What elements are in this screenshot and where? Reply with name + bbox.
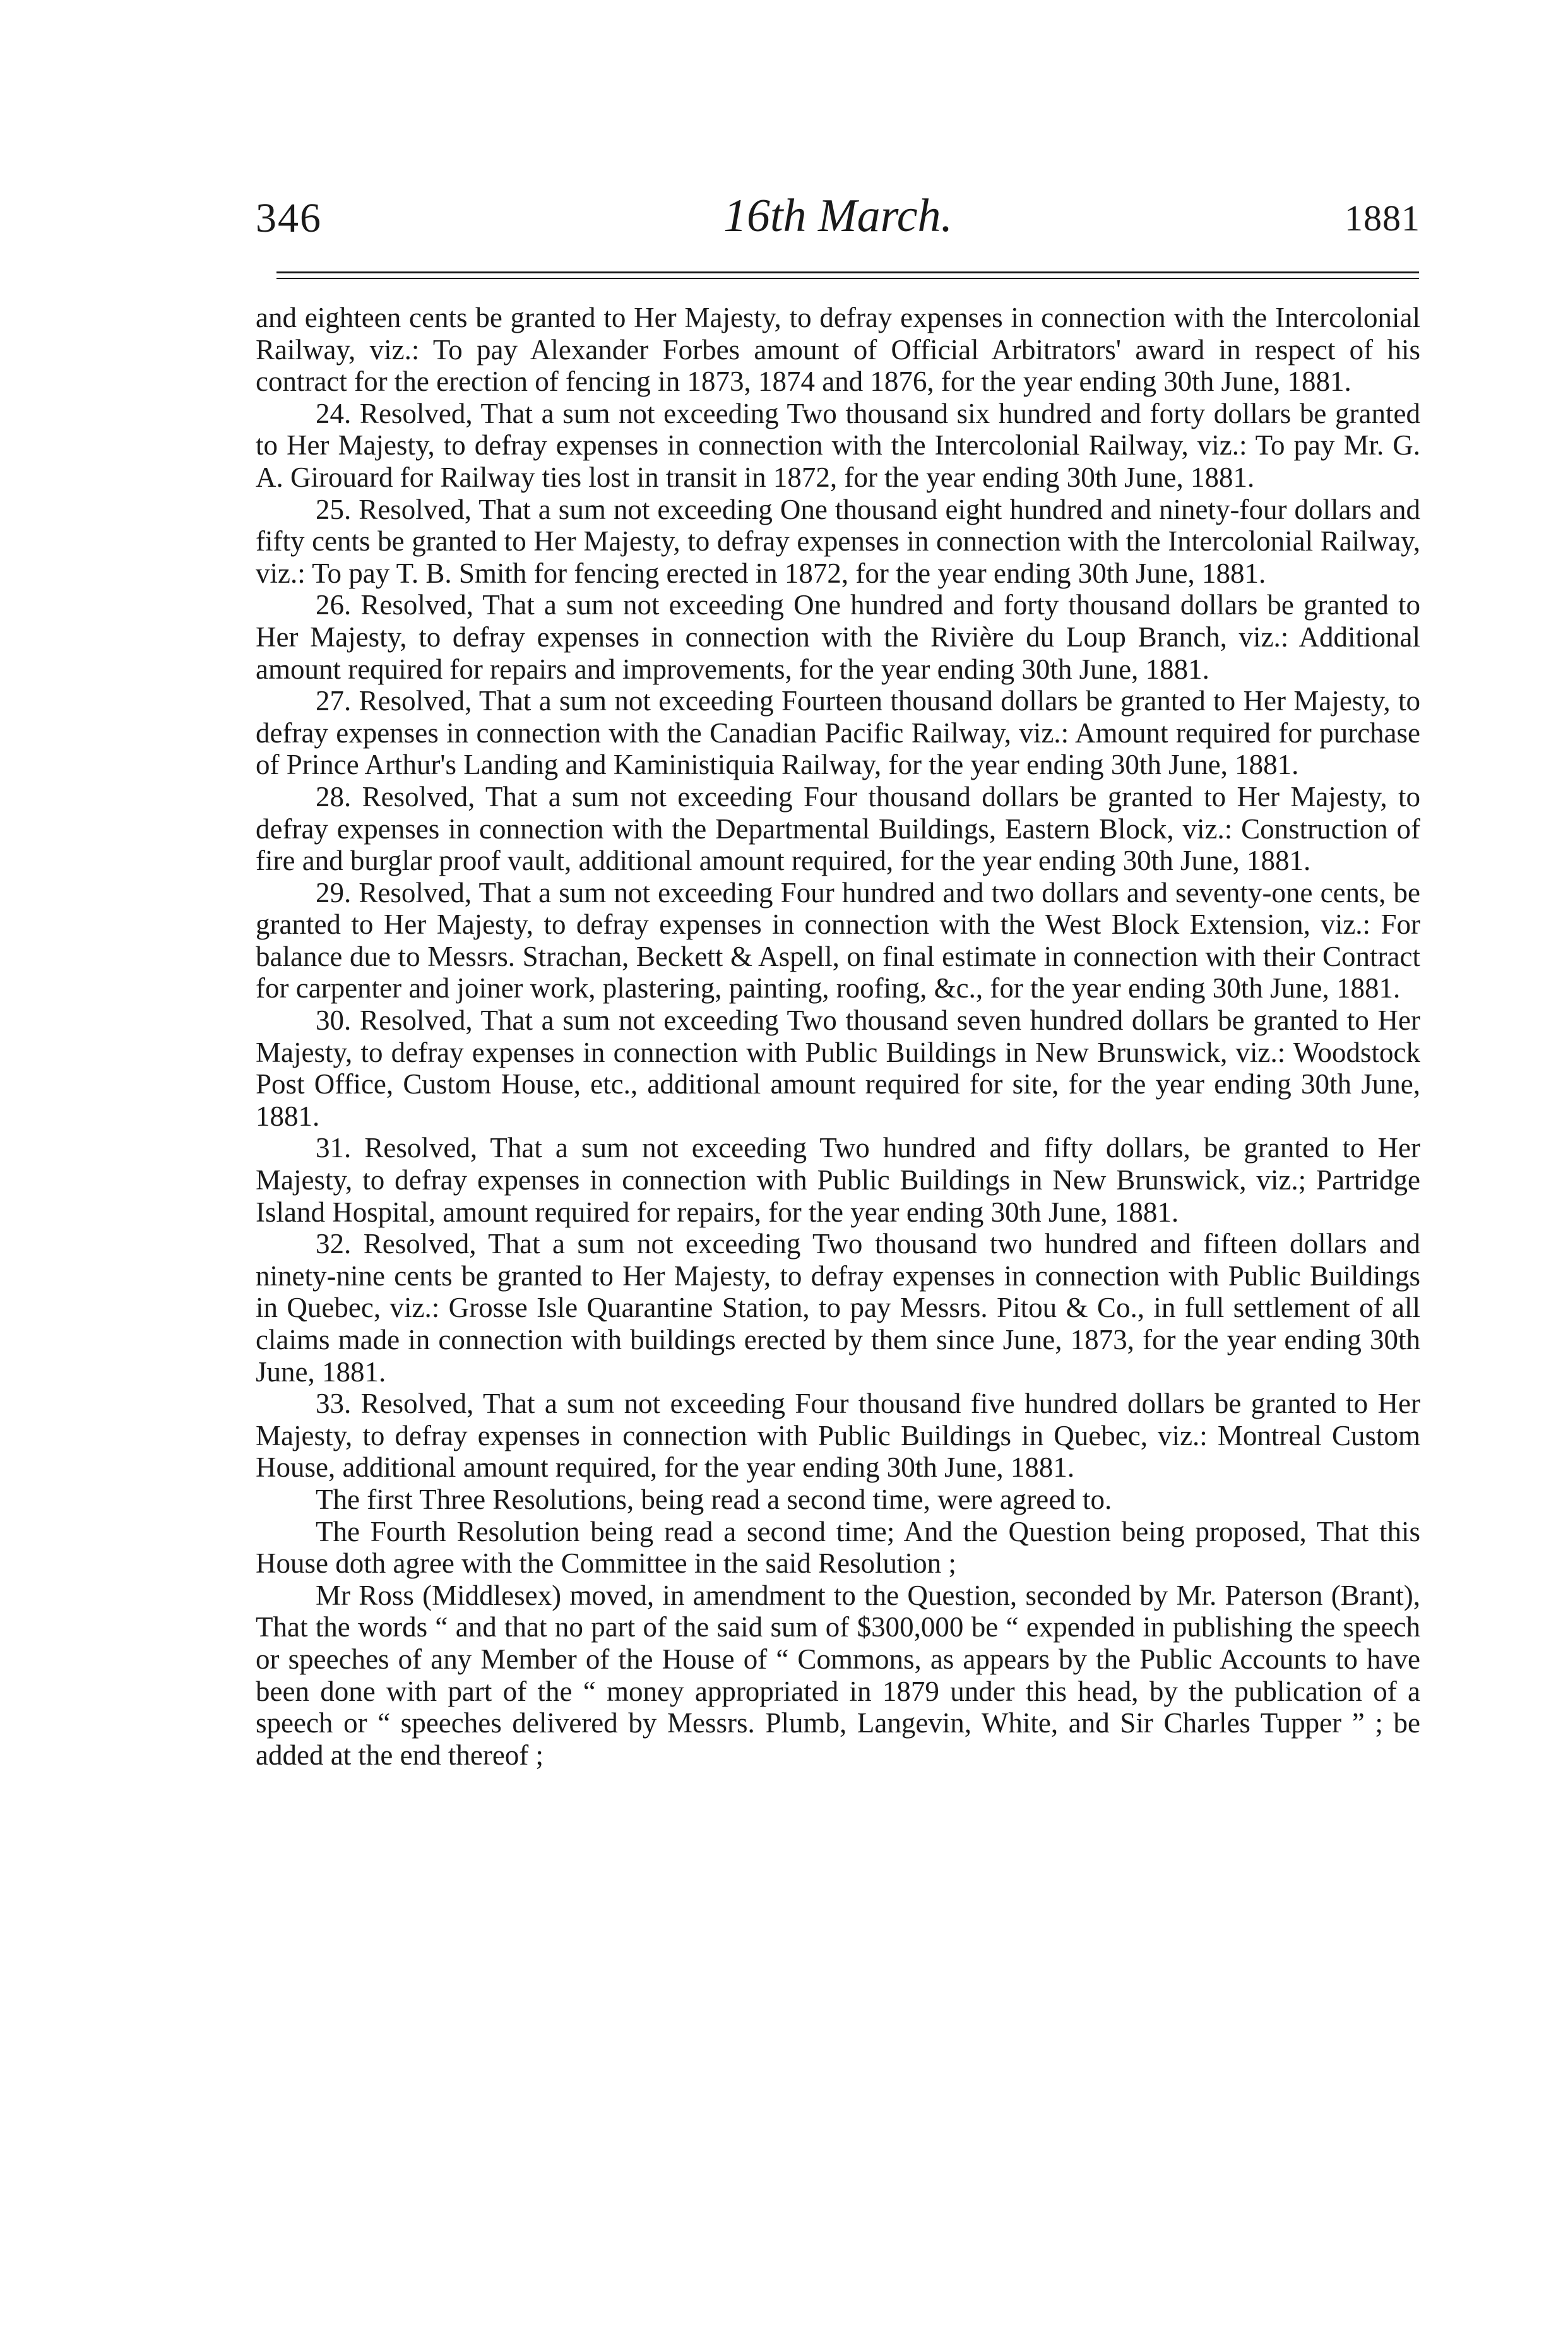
page-number: 346: [256, 195, 322, 241]
fourth-resolution-paragraph: The Fourth Resolution being read a second time; And the Question being proposed, That this House doth agree with the Committee in the said Resolution ;: [256, 1515, 1420, 1580]
resolution-31: 31. Resolved, That a sum not exceeding Two hundred and fifty dollars, be granted to Her Majesty, to defray expenses in connection with Public Buildings in New Brunswick, viz.; Partridge Island Hospital, amount required for repairs, for the year ending 30th June, 1881.: [256, 1132, 1420, 1228]
header-rule-top: [276, 271, 1419, 273]
page-year: 1881: [1345, 198, 1420, 239]
body-text: [256, 302, 1420, 1771]
resolution-26: 26. Resolved, That a sum not exceeding One hundred and forty thousand dollars be granted to Her Majesty, to defray expenses in connection with the Rivière du Loup Branch, viz.: Additional amount required for repairs and improvements, for the year ending 30th June, 1881.: [256, 589, 1420, 685]
resolution-29: 29. Resolved, That a sum not exceeding Four hundred and two dollars and seventy-one cents, be granted to Her Majesty, to defray expenses in connection with the West Block Extension, viz.: For balance due to Messrs. Strachan, Beckett & Aspell, on final estimate in connection with their Contract for carpenter and joiner work, plastering, painting, roofing, &c., for the year ending 30th June, 1881.: [256, 876, 1420, 1004]
header-rule-bottom: [276, 278, 1419, 279]
resolution-25: 25. Resolved, That a sum not exceeding One thousand eight hundred and ninety-four dollars and fifty cents be granted to Her Majesty, to defray expenses in connection with the Intercolonial Railway, viz.: To pay T. B. Smith for fencing erected in 1872, for the year ending 30th June, 1881.: [256, 493, 1420, 589]
resolution-24: 24. Resolved, That a sum not exceeding Two thousand six hundred and forty dollars be granted to Her Majesty, to defray expenses in connection with the Intercolonial Railway, viz.: To pay Mr. G. A. Girouard for Railway ties lost in transit in 1872, for the year ending 30th June, 1881.: [256, 397, 1420, 493]
page-date: 16th March.: [723, 190, 953, 242]
resolution-27: 27. Resolved, That a sum not exceeding Fourteen thousand dollars be granted to Her Majesty, to defray expenses in connection with the Canadian Pacific Railway, viz.: Amount required for purchase of Prince Arthur's Landing and Kaministiquia Railway, for the year ending 30th June, 1881.: [256, 685, 1420, 781]
resolution-33: 33. Resolved, That a sum not exceeding Four thousand five hundred dollars be granted to Her Majesty, to defray expenses in connection with Public Buildings in Quebec, viz.: Montreal Custom House, additional amount required, for the year ending 30th June, 1881.: [256, 1388, 1420, 1484]
agreed-paragraph: The first Three Resolutions, being read a second time, were agreed to.: [316, 1483, 1112, 1515]
resolution-32: 32. Resolved, That a sum not exceeding Two thousand two hundred and fifteen dollars and ninety-nine cents be granted to Her Majesty, to defray expenses in connection with Public Buildings in Quebec, viz.: Grosse Isle Quarantine Station, to pay Messrs. Pitou & Co., in full settlement of all claims made in connection with buildings erected by them since June, 1873, for the year ending 30th June, 1881.: [256, 1228, 1420, 1388]
running-head: [256, 183, 1420, 253]
resolution-30: 30. Resolved, That a sum not exceeding Two thousand seven hundred dollars be granted to Her Majesty, to defray expenses in connection with Public Buildings in New Brunswick, viz.: Woodstock Post Office, Custom House, etc., additional amount required for site, for the year ending 30th June, 1881.: [256, 1004, 1420, 1132]
paragraph-continuation: and eighteen cents be granted to Her Majesty, to defray expenses in connection with the Intercolonial Railway, viz.: To pay Alexander Forbes amount of Official Arbitrators' award in respect of his contract for the erection of fencing in 1873, 1874 and 1876, for the year ending 30th June, 1881.: [256, 302, 1420, 398]
resolution-28: 28. Resolved, That a sum not exceeding Four thousand dollars be granted to Her Majesty, to defray expenses in connection with the Departmental Buildings, Eastern Block, viz.: Construction of fire and burglar proof vault, additional amount required, for the year ending 30th June, 1881.: [256, 780, 1420, 877]
amendment-paragraph: Mr Ross (Middlesex) moved, in amendment to the Question, seconded by Mr. Paterson (Brant), That the words “ and that no part of the said sum of $300,000 be “ expended in publishing the speech or speeches of any Member of the House of “ Commons, as appears by the Public Accounts to have been done with part of the “ money appropriated in 1879 under this head, by the publication of a speech or “ speeches delivered by Messrs. Plumb, Langevin, White, and Sir Charles Tupper ” ; be added at the end thereof ;: [256, 1579, 1420, 1771]
